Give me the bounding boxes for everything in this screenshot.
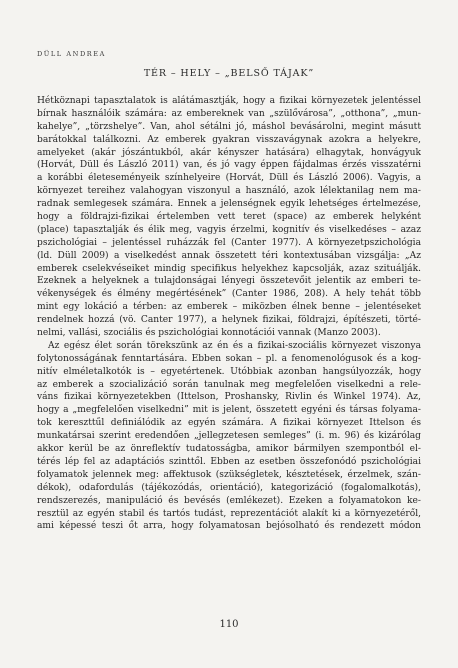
text-line: váns fizikai környezetekben (Ittelson, Proshansky, Rivlin és Winkel 1974). Az, bbox=[37, 392, 421, 403]
text-line: nitív elméletalkotók is – egyetértenek. Utóbbiak azonban hangsúlyozzák, hogy bbox=[37, 366, 421, 377]
text-line: kahelye”, „törzshelye”. Van, ahol sétálni jó, máshol bevásárolni, megint másutt bbox=[37, 121, 421, 132]
running-head: DÜLL ANDREA bbox=[37, 50, 106, 58]
chapter-title: TÉR – HELY – „BELSŐ TÁJAK” bbox=[143, 68, 315, 79]
text-line: nelmi, vallási, szociális és pszichológiai konnotációi vannak (Manzo 2003). bbox=[37, 328, 381, 339]
text-line: mint egy lokáció a térben: az emberek – miközben élnek benne – jelentéseket bbox=[37, 302, 421, 313]
text-line: (ld. Düll 2009) a viselkedést annak összetett téri kontextusában vizsgálja: „Az bbox=[37, 250, 421, 261]
text-line: Ezeknek a helyeknek a tulajdonságai lényegi összetevőit jelentik az emberi te- bbox=[37, 276, 421, 287]
text-line: az emberek a szocializáció során tanulnak meg megfelelően viselkedni a rele- bbox=[37, 379, 421, 390]
text-line: (Horvát, Düll és László 2011) van, és jó vagy éppen fájdalmas érzés visszatérni bbox=[37, 160, 421, 171]
text-line: amelyeket (akár jószántukból, akár kényszer hatására) elhagytak, honvágyuk bbox=[37, 147, 421, 158]
text-line: vékenységek és élmény megértésének” (Canter 1986, 208). A hely tehát több bbox=[37, 289, 421, 300]
text-line: tok kereszttűl definiálódik az egyén számára. A fizikai környezet Ittelson és bbox=[37, 418, 421, 429]
text-line: folytonosságának fenntartására. Ebben sokan – pl. a fenomenológusok és a kog- bbox=[37, 353, 421, 364]
paragraph bbox=[37, 340, 421, 533]
text-line: rendszerezés, manipuláció és bevésés (emlékezet). Ezeken a folyamatokon ke- bbox=[37, 495, 421, 506]
text-line: bírnak használóik számára: az embereknek van „szülővárosa”, „otthona”, „mun- bbox=[37, 108, 421, 119]
text-line: (place) tapasztalják és élik meg, vagyis érzelmi, kognitív és viselkedéses – azaz bbox=[37, 224, 421, 235]
text-line: rendelnek hozzá (vö. Canter 1977), a helynek fizikai, földrajzi, építészeti, törté- bbox=[37, 315, 421, 326]
paragraph bbox=[37, 95, 421, 340]
text-line: barátokkal találkozni. Az emberek gyakran visszavágynak azokra a helyekre, bbox=[37, 134, 421, 145]
page-number: 110 bbox=[219, 619, 239, 630]
text-line: hogy a földrajzi-fizikai értelemben vett teret (space) az emberek helyként bbox=[37, 212, 421, 223]
text-line: a korábbi életeseményeik színhelyeire (Horvát, Düll és László 2006). Vagyis, a bbox=[37, 173, 421, 184]
text-line: térés lép fel az adaptációs szinttől. Ebben az esetben összefonódó pszichológiai bbox=[37, 456, 421, 467]
text-line: akkor kerül be az önreflektív tudatosságba, amikor bármilyen szempontból el- bbox=[37, 444, 421, 455]
text-line: emberek cselekvéseiket mindig specifikus helyekhez kapcsolják, azaz szituálják. bbox=[37, 263, 421, 274]
text-line: pszichológiai – jelentéssel ruházzák fel (Canter 1977). A környezetpszichológia bbox=[37, 237, 421, 248]
text-line: Hétköznapi tapasztalatok is alátámasztják, hogy a fizikai környezetek jelentéssel bbox=[37, 96, 421, 106]
text-line: dékok), odafordulás (tájékozódás, orientáció), kategorizáció (fogalomalkotás), bbox=[37, 482, 421, 493]
text-line: ami képessé teszi őt arra, hogy folyamatosan bejósolható és rendezett módon bbox=[37, 521, 421, 532]
text-line: Az egész élet során törekszünk az én és a fizikai-szociális környezet viszonya bbox=[48, 340, 421, 351]
text-line: resztül az egyén stabil és tartós tudást, reprezentációt alakít ki a környezetéről, bbox=[37, 508, 421, 519]
text-line: munkatársai szerint eredendően „jellegzetesen semleges” (i. m. 96) és kizárólag bbox=[37, 431, 421, 442]
text-line: környezet tereihez valahogyan viszonyul a használó, azok lélektanilag nem ma- bbox=[37, 186, 421, 197]
text-line: radnak semlegesek számára. Ennek a jelenségnek egyik lehetséges értelmezése, bbox=[37, 199, 421, 210]
body-text bbox=[37, 95, 421, 533]
text-line: folyamatok jelennek meg: affektusok (szükségletek, késztetések, érzelmek, szán- bbox=[37, 469, 421, 480]
text-line: hogy a „megfelelően viselkedni” mit is jelent, összetett egyéni és társas folyama- bbox=[37, 405, 421, 416]
